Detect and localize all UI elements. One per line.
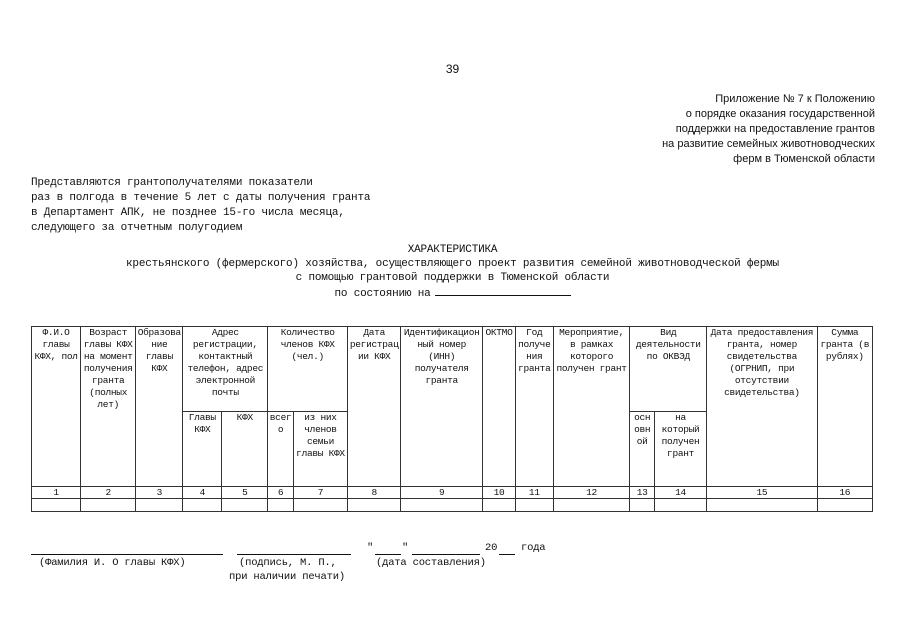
data-cell[interactable]	[32, 499, 81, 512]
data-cell[interactable]	[183, 499, 222, 512]
header-members-total: всего	[268, 412, 294, 487]
signature-block	[31, 542, 591, 592]
column-number: 4	[183, 487, 222, 499]
appendix-line: поддержки на предоставление грантов	[675, 123, 875, 135]
as-of-date-row	[0, 285, 905, 301]
data-cell[interactable]	[293, 499, 347, 512]
data-cell[interactable]	[630, 499, 655, 512]
header-address-kfh: КФХ	[222, 412, 268, 487]
data-cell[interactable]	[817, 499, 872, 512]
date-year-suffix: года	[521, 542, 546, 554]
header-grant-sum: Сумма гранта (в рублях)	[817, 327, 872, 487]
date-open-quote: "	[367, 542, 374, 554]
column-number: 11	[515, 487, 553, 499]
column-number: 7	[293, 487, 347, 499]
data-row	[32, 499, 873, 512]
header-education: Образование главы КФХ	[136, 327, 183, 487]
column-number: 10	[483, 487, 516, 499]
column-number: 13	[630, 487, 655, 499]
date-year-field[interactable]	[499, 542, 515, 555]
instruction-line: раз в полгода в течение 5 лет с даты получения гранта	[31, 192, 371, 204]
instruction-line: Представляются грантополучателями показатели	[31, 177, 313, 189]
as-of-label: по состоянию на	[334, 288, 431, 300]
column-number: 8	[348, 487, 401, 499]
date-day-field[interactable]	[375, 542, 401, 555]
data-cell[interactable]	[515, 499, 553, 512]
data-cell[interactable]	[222, 499, 268, 512]
signature-caption: (подпись, М. П.,	[239, 557, 337, 569]
data-cell[interactable]	[654, 499, 706, 512]
column-number: 1	[32, 487, 81, 499]
column-number: 6	[268, 487, 294, 499]
date-month-field[interactable]	[412, 542, 480, 555]
data-cell[interactable]	[81, 499, 136, 512]
data-cell[interactable]	[553, 499, 630, 512]
column-number: 15	[707, 487, 817, 499]
heading-subject-cont: с помощью грантовой поддержки в Тюменской области	[295, 272, 610, 284]
submission-instructions	[31, 176, 370, 236]
name-caption: (Фамилия И. О главы КФХ)	[39, 557, 186, 569]
date-caption: (дата составления)	[376, 557, 486, 569]
header-members: Количество членов КФХ (чел.)	[268, 327, 348, 412]
appendix-line: на развитие семейных животноводческих	[662, 138, 875, 150]
appendix-line: Приложение № 7 к Положению	[715, 93, 875, 105]
data-cell[interactable]	[268, 499, 294, 512]
header-reg-date: Дата регистрации КФХ	[348, 327, 401, 487]
header-grant-year: Год получения гранта	[515, 327, 553, 487]
column-number-row	[32, 487, 873, 499]
header-activity-grant: на который получен грант	[654, 412, 706, 487]
data-cell[interactable]	[401, 499, 483, 512]
column-number: 9	[401, 487, 483, 499]
column-number: 5	[222, 487, 268, 499]
as-of-date-field[interactable]	[435, 285, 571, 296]
characteristics-table	[31, 326, 873, 512]
data-cell[interactable]	[707, 499, 817, 512]
column-number: 12	[553, 487, 630, 499]
data-cell[interactable]	[348, 499, 401, 512]
header-activity: Вид деятельности по ОКВЭД	[630, 327, 707, 412]
header-age: Возраст главы КФХ на момент получения гранта (полных лет)	[81, 327, 136, 487]
header-inn: Идентификационный номер (ИНН) получателя гранта	[401, 327, 483, 487]
header-grant-date: Дата предоставления гранта, номер свидетельства (ОГРНИП, при отсутствии свидетельства)	[707, 327, 817, 487]
date-year-prefix: 20	[485, 542, 498, 554]
signature-field[interactable]	[237, 542, 351, 555]
heading-subject: крестьянского (фермерского) хозяйства, осуществляющего проект развития семейной животноводческой фермы	[126, 258, 779, 270]
appendix-note	[575, 92, 875, 167]
date-close-quote: "	[402, 542, 409, 554]
header-activity-main: основной	[630, 412, 655, 487]
header-fio: Ф.И.О главы КФХ, пол	[32, 327, 81, 487]
document-title: ХАРАКТЕРИСТИКА	[407, 244, 498, 256]
data-cell[interactable]	[483, 499, 516, 512]
column-number: 16	[817, 487, 872, 499]
header-members-family: из них членов семьи главы КФХ	[293, 412, 347, 487]
name-field[interactable]	[31, 542, 223, 555]
appendix-line: ферм в Тюменской области	[733, 153, 875, 165]
header-address-head: Главы КФХ	[183, 412, 222, 487]
header-oktmo: ОКТМО	[483, 327, 516, 487]
column-number: 2	[81, 487, 136, 499]
instruction-line: в Департамент АПК, не позднее 15-го числа месяца,	[31, 207, 345, 219]
document-heading	[0, 243, 905, 301]
page-number: 39	[445, 62, 460, 76]
instruction-line: следующего за отчетным полугодием	[31, 222, 243, 234]
appendix-line: о порядке оказания государственной	[685, 108, 875, 120]
data-cell[interactable]	[136, 499, 183, 512]
column-number: 3	[136, 487, 183, 499]
header-address: Адрес регистрации, контактный телефон, адрес электронной почты	[183, 327, 268, 412]
column-number: 14	[654, 487, 706, 499]
signature-caption-cont: при наличии печати)	[229, 571, 345, 583]
header-event: Мероприятие, в рамках которого получен грант	[553, 327, 630, 487]
